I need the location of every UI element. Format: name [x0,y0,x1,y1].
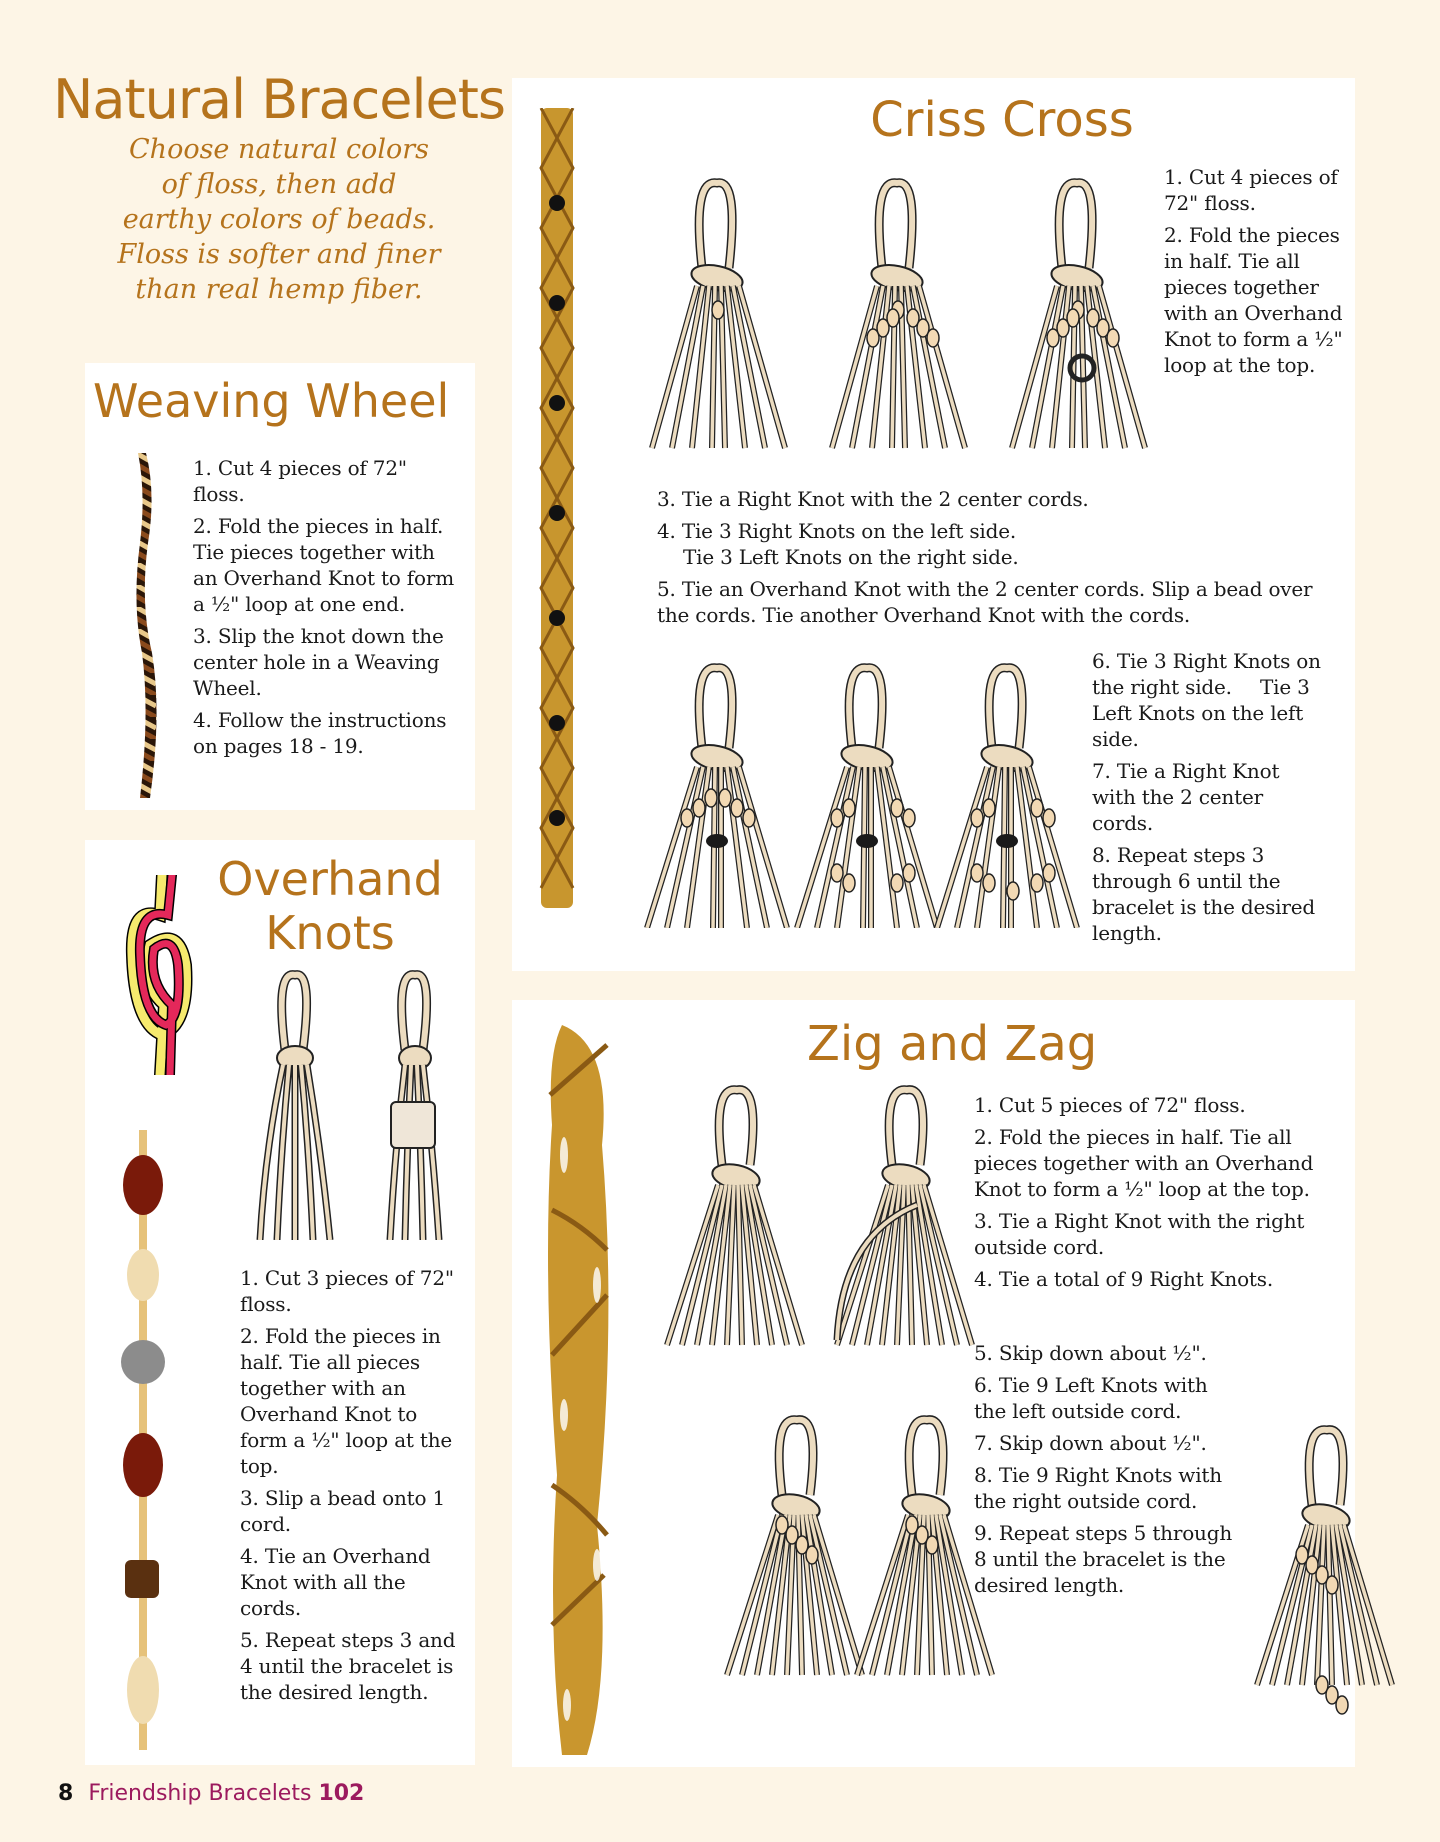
criss-cross-bracelet-photo-icon [537,108,577,908]
weaving-wheel-panel [85,363,475,810]
step: 3. Slip the knot down the center hole in a Weaving Wheel. [193,624,444,700]
zig-zag-title: Zig and Zag [807,1016,1098,1072]
book-number: 102 [318,1781,365,1806]
step: 5. Skip down about ½". [974,1341,1207,1365]
step: 5. Tie an Overhand Knot with the 2 center cords. Slip a bead over the cords. Tie another Overhand Knot with the cords. [657,577,1313,627]
step: 4. Follow the instructions on pages 18 - 19. [193,708,447,758]
bead-bracelet-photo-icon [113,1130,173,1750]
step: 1. Cut 3 pieces of 72" floss. [240,1266,454,1316]
step: 3. Tie a Right Knot with the 2 center cords. [657,487,1089,511]
step: 4. Tie an Overhand Knot with all the cords. [240,1544,431,1620]
step: 5. Repeat steps 3 and 4 until the bracelet is the desired length. [240,1628,456,1704]
weaving-wheel-title: Weaving Wheel [93,374,450,428]
step: 1. Cut 4 pieces of 72" floss. [193,456,407,506]
overhand-knots-steps [240,1265,465,1711]
overhand-knots-panel [85,840,475,1765]
step: 4. Tie a total of 9 Right Knots. [974,1267,1273,1291]
page-header [48,68,510,307]
criss-cross-steps-bottom [1092,648,1322,952]
intro-text: Choose natural colors of floss, then add earthy colors of beads. Floss is softer and finer than real hemp fiber. [117,134,441,305]
step: 3. Tie a Right Knot with the right outside cord. [974,1209,1305,1259]
step: 4. Tie 3 Right Knots on the left side. Tie 3 Left Knots on the right side. [657,519,1019,569]
step: 7. Tie a Right Knot with the 2 center cords. [1092,759,1280,835]
step: 8. Repeat steps 3 through 6 until the bracelet is the desired length. [1092,843,1315,945]
criss-cross-title: Criss Cross [870,92,1134,148]
overhand-cord-illustration-icon [255,970,335,1240]
weaving-wheel-steps [193,455,463,765]
step: 3. Slip a bead onto 1 cord. [240,1486,445,1536]
step: 7. Skip down about ½". [974,1431,1207,1455]
page-footer [58,1780,364,1808]
zig-zag-steps-top [974,1092,1324,1298]
criss-cross-steps-top [1164,164,1344,384]
criss-cross-steps-illustration-top-icon [647,178,1157,453]
page-number: 8 [58,1781,74,1806]
step: 2. Fold the pieces in half. Tie all pieces together with an Overhand Knot to form a ½" loop at the top. [240,1324,453,1478]
book-title: Friendship Bracelets [88,1781,312,1806]
step: 1. Cut 5 pieces of 72" floss. [974,1093,1246,1117]
zig-zag-steps-bottom [974,1340,1244,1604]
criss-cross-steps-illustration-bottom-icon [637,663,1097,928]
step: 6. Tie 9 Left Knots with the left outside cord. [974,1373,1208,1423]
step: 9. Repeat steps 5 through 8 until the bracelet is the desired length. [974,1521,1233,1597]
step: 2. Fold the pieces in half. Tie all pieces together with an Overhand Knot to form a ½" loop at the top. [974,1125,1314,1201]
overhand-bead-illustration-icon [375,970,455,1240]
step: 8. Tie 9 Right Knots with the right outside cord. [974,1463,1222,1513]
criss-cross-steps-middle [657,486,1337,634]
overhand-knots-title: Overhand Knots [217,852,443,960]
criss-cross-panel [512,78,1355,971]
page-title: Natural Bracelets [52,68,506,131]
step: 2. Fold the pieces in half. Tie pieces together with an Overhand Knot to form a ½" loop at one end. [193,514,454,616]
step: 6. Tie 3 Right Knots on the right side. Tie 3 Left Knots on the left side. [1092,649,1321,751]
zig-zag-panel [512,1000,1355,1767]
overhand-knot-diagram-icon [120,875,200,1075]
step: 1. Cut 4 pieces of 72" floss. [1164,165,1338,215]
zig-zag-bracelet-photo-icon [542,1025,622,1755]
step: 2. Fold the pieces in half. Tie all pieces together with an Overhand Knot to form a ½" loop at the top. [1164,223,1343,377]
braided-bracelet-photo-icon [130,453,164,798]
